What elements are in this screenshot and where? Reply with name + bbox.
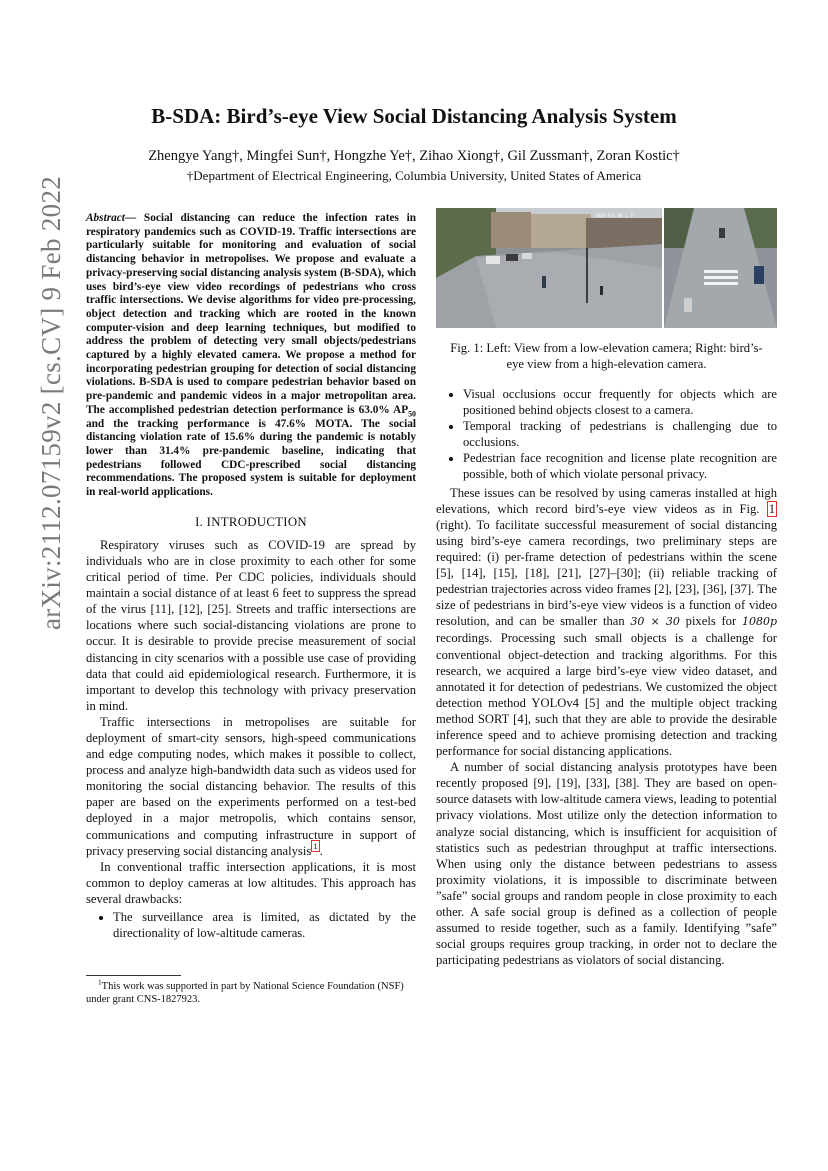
list-item: • The surveillance area is limited, as dictated by the directionality of low-altitude cameras. <box>113 909 416 941</box>
paper-title: B-SDA: Bird’s-eye View Social Distancing Analysis System <box>151 104 677 128</box>
violation-value: 15.6% <box>224 431 256 444</box>
intro-paragraph-1: Respiratory viruses such as COVID-19 are spread by individuals who are in close proximity to each other for some critical period of time. Per CDC policies, individuals should maintain a social distance of at least 6 feet to suppress the spread of the virus [11], [12], [25]. Streets and traffic intersections are locations where such social-distancing violations are prone to occur. It is desirable to provide precise measurement of social distancing in city scenarios with a possible use case of providing data that could aid epidemiological research. Furthermore, it is important to develop this technology with privacy preservation in mind. <box>86 537 416 713</box>
pixel-size-math: 30 × 30 <box>630 615 680 629</box>
right-bullet-list <box>436 386 777 483</box>
footnote-text: This work was supported in part by National Science Foundation (NSF) under grant CNS-1827923. <box>86 981 404 1006</box>
abstract-text-5: pre-pandemic baseline, indicating that pedestrians followed CDC-prescribed social distancing recommendations. The proposed system is suitable for deployment in real-world applications. <box>86 444 416 499</box>
camera-timestamp: 2020 Oct 08 | 17 <box>596 213 635 218</box>
section-heading-introduction: I. INTRODUCTION <box>195 514 307 529</box>
left-column <box>86 212 416 1006</box>
intro-paragraph-2 <box>86 714 416 859</box>
footnote <box>86 977 416 1006</box>
abstract-text-1: Social distancing can reduce the infection rates in respiratory pandemics such as COVID-19. Traffic intersections are particularly suitable for monitoring and evaluation of social distancing behavior in metropolises. We propose and evaluate a privacy-preserving social distancing analysis system (B-SDA), which uses bird’s-eye view video recordings of pedestrians who cross traffic intersections. We devise algorithms for video pre-processing, object detection and tracking which are rooted in the known computer-vision and deep learning techniques, but modified to address the problem of detecting very small objects/pedestrians captured by a highly elevated camera. We propose a method for incorporating pedestrian grouping for detection of social distancing violations. B-SDA is used to compare pedestrian behavior based on pre-pandemic and pandemic videos in a major metropolitan area. The accomplished pedestrian detection performance is <box>86 212 416 416</box>
detection-value-sub: 50 <box>408 409 416 419</box>
resolution-math: 1080p <box>741 615 777 629</box>
arxiv-side-stamp: arXiv:2112.07159v2 [cs.CV] 9 Feb 2022 <box>36 175 66 630</box>
abstract-text-2: and the tracking performance is <box>86 417 275 430</box>
list-item: • Visual occlusions occur frequently for objects which are positioned behind objects closest to a camera. <box>463 386 777 418</box>
birds-eye-camera-photo <box>664 208 777 328</box>
low-elevation-camera-photo <box>436 208 662 328</box>
right-paragraph-2: A number of social distancing analysis prototypes have been recently proposed [9], [19], [33], [38]. They are based on open-source datasets with low-altitude camera views, leading to potential privacy violations. Most utilize only the detection information to analyze social distancing, which is insufficient for acquisition of statistics such as pedestrian throughput at traffic intersections. When using only the distance between pedestrians to assess proximity violations, it is impossible to discriminate between ”safe” social groups and random people in close proximity to each other. A safe social group is defined as a collection of people assumed to reside together, such as a family. Identifying ”safe” social groups requires group tracking, in order not to declare the participating pedestrians as violators of social distancing. <box>436 760 777 968</box>
intro-paragraph-3: In conventional traffic intersection applications, it is most common to deploy cameras at low altitudes. This approach has several drawbacks: <box>86 859 416 906</box>
right-paragraph-1 <box>436 485 777 760</box>
affiliation: †Department of Electrical Engineering, Columbia University, United States of America <box>186 168 642 183</box>
abstract-dash: — <box>124 212 144 224</box>
right-paragraph-1-text-b: (right). To facilitate successful measurement of social distancing using bird’s-eye camera recordings, two preliminary steps are required: (i) per-frame detection of pedestrians within the scene [5], [14], [15], [18], [21], [27]–[30]; (ii) reliable tracking of pedestrian trajectories across video frames [2], [23], [36], [37]. The size of pedestrians in bird’s-eye view videos is a function of video resolution, and can be smaller than <box>436 517 777 629</box>
list-item: • Temporal tracking of pedestrians is challenging due to occlusions. <box>463 418 777 450</box>
figure-1-link[interactable]: 1 <box>768 501 775 516</box>
abstract-lead: Abstract <box>86 212 125 224</box>
intro-paragraph-2-end: . <box>319 843 323 858</box>
footnote-mark: 1 <box>98 977 102 987</box>
footnote-divider <box>86 975 181 976</box>
figure-1-caption: Fig. 1: Left: View from a low-elevation camera; Right: bird’s-eye view from a high-elevation camera. <box>450 341 763 371</box>
tracking-value: 47.6% <box>275 417 307 430</box>
right-paragraph-1-text-c: pixels for <box>679 614 742 629</box>
author-list: Zhengye Yang†, Mingfei Sun†, Hongzhe Ye†, Zihao Xiong†, Gil Zussman†, Zoran Kostic† <box>148 148 680 164</box>
intro-paragraph-2-text: Traffic intersections in metropolises are suitable for deployment of smart-city sensors, high-speed communications and edge computing nodes, which makes it possible to collect, process and analyze high-bandwidth data such as videos used for monitoring the social distancing behavior. The results of this paper are based on the experiments performed on a test-bed deployed in a major metropolis, which contains sensor, communications and computing infrastructure in support of privacy preserving social distancing analysis <box>86 714 416 858</box>
abstract <box>86 212 416 500</box>
list-item: • Pedestrian face recognition and license plate recognition are possible, both of which violate personal privacy. <box>463 450 777 482</box>
abstract-text-4: during the pandemic is notably lower than <box>86 431 416 457</box>
right-paragraph-1-text-a: These issues can be resolved by using cameras installed at high elevations, which record bird’s-eye view videos as in Fig. <box>436 485 777 516</box>
right-paragraph-1-text-d: recordings. Processing such small objects is a challenge for conventional object-detection and tracking algorithms. For this research, we acquired a large bird’s-eye view video dataset, and annotated it for detection of pedestrians. We customized the object detection method YOLOv4 [5] and the multiple object tracking method SORT [4], such that they are able to provide the desirable inference speed and to achieve promising detection and tracking performance for social distancing applications. <box>436 631 777 759</box>
figure-1 <box>436 208 777 328</box>
right-column <box>436 212 777 968</box>
abstract-text-3: MOTA. The social distancing violation rate of <box>86 417 416 444</box>
baseline-value: 31.4% <box>159 444 191 457</box>
left-bullet-list <box>86 909 416 941</box>
detection-value: 63.0% AP <box>358 403 409 416</box>
footnote-link[interactable]: 1 <box>313 841 318 852</box>
